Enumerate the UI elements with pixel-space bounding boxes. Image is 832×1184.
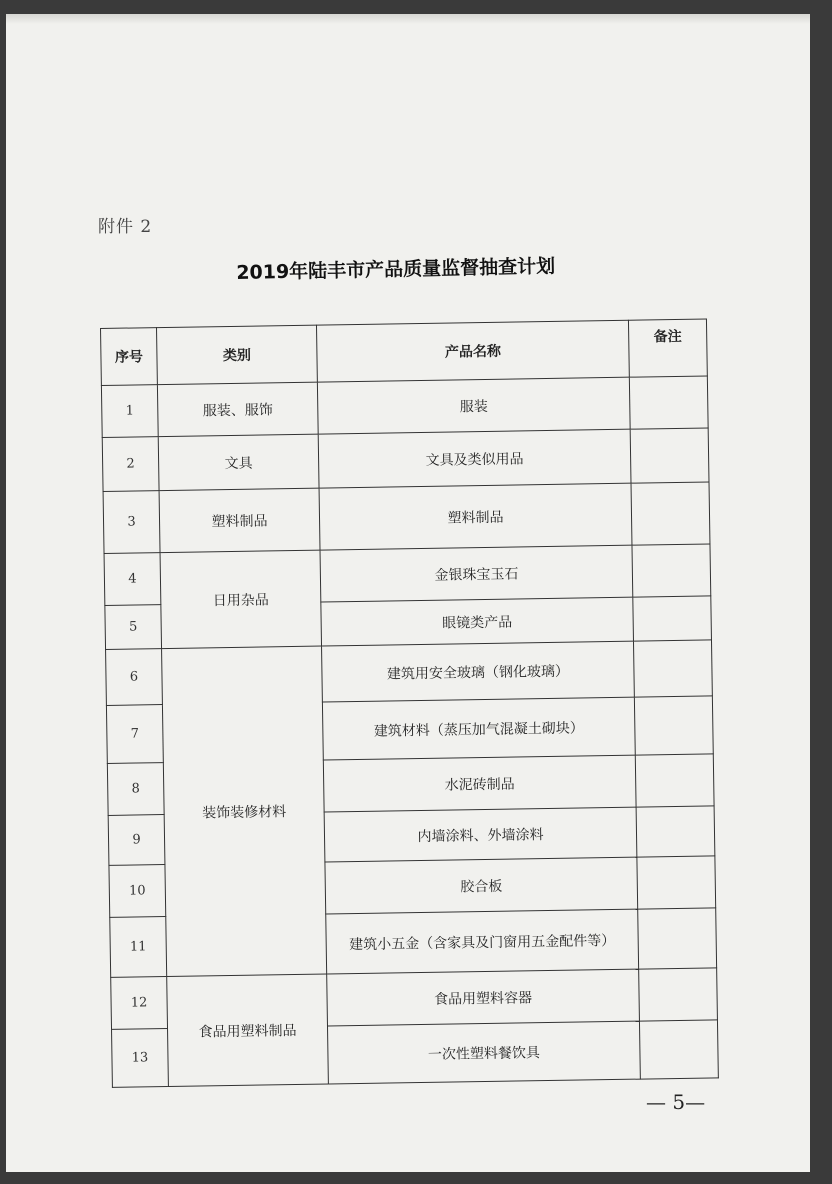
note-cell	[634, 696, 713, 755]
product-cell: 内墙涂料、外墙涂料	[324, 807, 637, 862]
product-cell: 文具及类似用品	[318, 429, 631, 488]
product-cell: 一次性塑料餐饮具	[327, 1021, 640, 1084]
seq-cell: 2	[102, 437, 159, 492]
table-row	[101, 376, 708, 438]
product-cell: 塑料制品	[319, 483, 632, 550]
header-product: 产品名称	[316, 320, 629, 382]
table-row	[102, 428, 709, 492]
document-title: 2019年陆丰市产品质量监督抽查计划	[236, 255, 556, 284]
page-number: — 5—	[646, 1090, 706, 1114]
seq-cell: 1	[101, 385, 158, 438]
seq-cell: 5	[105, 605, 162, 650]
product-cell: 金银珠宝玉石	[320, 545, 633, 602]
note-cell	[633, 596, 712, 641]
note-cell	[630, 428, 709, 483]
product-cell: 胶合板	[325, 857, 638, 914]
document-page	[6, 14, 810, 1172]
product-cell: 建筑用安全玻璃（钢化玻璃）	[322, 641, 635, 702]
product-cell: 水泥砖制品	[323, 755, 636, 812]
table-row	[111, 968, 718, 1030]
category-cell: 装饰装修材料	[162, 646, 327, 976]
product-cell: 眼镜类产品	[321, 597, 634, 646]
note-cell	[632, 544, 711, 597]
header-note: 备注	[628, 319, 707, 377]
note-cell	[629, 376, 708, 429]
note-cell	[633, 640, 712, 697]
seq-cell: 13	[112, 1029, 169, 1088]
note-cell	[639, 968, 718, 1021]
attachment-label: 附件 2	[98, 217, 153, 237]
table-row	[103, 482, 710, 554]
plan-table	[100, 318, 719, 1087]
seq-cell: 7	[106, 705, 163, 764]
product-cell: 建筑小五金（含家具及门窗用五金配件等）	[326, 909, 639, 974]
seq-cell: 4	[104, 553, 161, 606]
category-cell: 文具	[158, 434, 319, 491]
seq-cell: 11	[110, 917, 167, 978]
seq-cell: 12	[111, 977, 168, 1030]
note-cell	[638, 908, 717, 969]
product-cell: 食品用塑料容器	[327, 969, 640, 1026]
category-cell: 服装、服饰	[157, 382, 318, 437]
table-row	[104, 544, 711, 606]
product-cell: 建筑材料（蒸压加气混凝土砌块）	[322, 697, 635, 760]
note-cell	[631, 482, 710, 545]
category-cell: 食品用塑料制品	[167, 974, 329, 1086]
note-cell	[637, 856, 716, 909]
note-cell	[639, 1020, 718, 1079]
header-seq: 序号	[101, 328, 158, 386]
note-cell	[635, 754, 714, 807]
note-cell	[636, 806, 715, 857]
plan-table-container	[100, 318, 718, 1087]
seq-cell: 8	[107, 763, 164, 816]
header-category: 类别	[157, 325, 318, 385]
table-header-row	[101, 319, 708, 386]
category-cell: 日用杂品	[160, 550, 321, 649]
product-cell: 服装	[317, 377, 630, 434]
seq-cell: 9	[108, 815, 165, 866]
seq-cell: 10	[109, 865, 166, 918]
table-row	[106, 640, 713, 706]
category-cell: 塑料制品	[159, 488, 320, 553]
seq-cell: 6	[106, 649, 163, 706]
seq-cell: 3	[103, 491, 160, 554]
